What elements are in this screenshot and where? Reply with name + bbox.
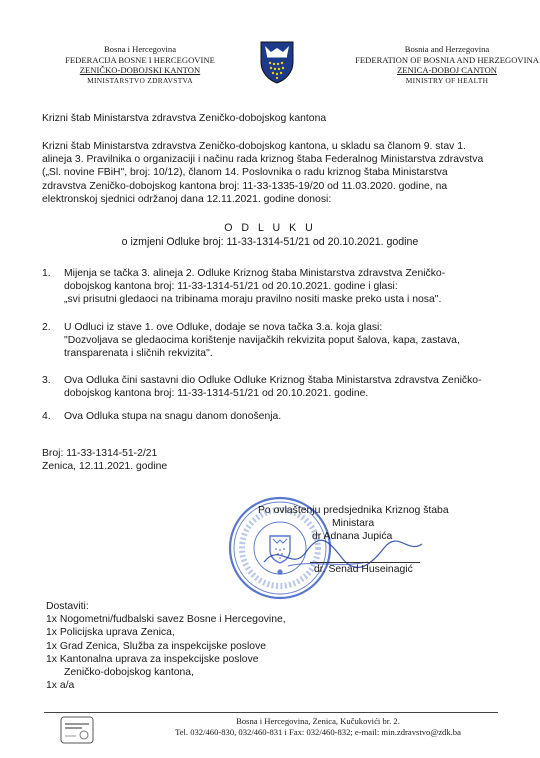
distribution-item: 1x Policijska uprava Zenica, <box>46 627 175 639</box>
header-right <box>352 44 540 86</box>
decision-item <box>42 410 512 423</box>
preamble-line: („Sl. novine FBiH", broj: 10/12), članom 14. Poslovnika o radu kriznog štaba Ministarstva <box>42 167 448 179</box>
distribution-item: 1x a/a <box>46 680 75 692</box>
header-left-country: Bosna i Hercegovina <box>103 44 177 54</box>
item-line: Ova Odluka stupa na snagu danom donošenja. <box>64 411 282 422</box>
preamble-line: zdravstva Zeničko-dobojskog kantona broj: 11-33-1335-19/20 od 11.03.2020. godine, na <box>42 180 448 192</box>
preamble-line: elektronskoj sjednici održanoj dana 12.11.2021. godine donosi: <box>42 193 332 205</box>
item-number: 2. <box>42 322 51 333</box>
header-left-ministry: MINISTARSTVO ZDRAVSTVA <box>87 75 193 85</box>
preamble-line: Krizni štab Ministarstva zdravstva Zeničko-dobojskog kantona, u skladu sa članom 9. stav 1. <box>42 141 466 152</box>
header-right-country: Bosnia and Herzegovina <box>404 44 490 54</box>
distribution-item: 1x Kantonalna uprava za inspekcijske poslove <box>46 653 259 665</box>
header-right-canton: ZENICA-DOBOJ CANTON <box>397 65 497 76</box>
signature-line <box>310 562 420 563</box>
item-line: dobojskog kantona broj: 11-33-1314-51/21 od 20.10.2021. godine i glasi: <box>64 281 398 293</box>
header-right-ministry: MINISTRY OF HEALTH <box>405 75 489 85</box>
item-number: 3. <box>42 375 51 386</box>
decision-item <box>42 321 512 361</box>
item-number: 4. <box>42 411 51 422</box>
coat-of-arms-icon <box>258 40 296 84</box>
addressee: Krizni štab Ministarstva zdravstva Zeničko-dobojskog kantona <box>42 113 327 124</box>
distribution-title: Dostaviti: <box>46 601 89 612</box>
footer-address: Bosna i Hercegovina, Zenica, Kučukovići br. 2. <box>236 716 400 726</box>
header-left-federation: FEDERACIJA BOSNE I HERCEGOVINE <box>65 54 215 65</box>
footer-divider <box>44 712 498 713</box>
item-line: U Odluci iz stave 1. ove Odluke, dodaje se nova tačka 3.a. koja glasi: <box>64 322 383 333</box>
distribution-item: 1x Grad Zenica, Služba za inspekcijske poslove <box>46 640 267 652</box>
footer <box>118 716 518 738</box>
signatory-title: Ministara <box>332 518 375 529</box>
distribution-list <box>46 600 514 692</box>
preamble-line: alineja 3. Pravilnika o organizaciji i načinu rada kriznog štaba Federalnog Ministarstva zdravstva <box>42 154 484 166</box>
header-left-canton: ZENIČKO-DOBOJSKI KANTON <box>79 65 201 76</box>
item-line: „svi prisutni gledaoci na tribinama moraju pravilno nositi maske preko usta i nosa". <box>64 294 442 306</box>
reference-place-date: Zenica, 12.11.2021. godine <box>42 461 168 473</box>
item-line: transparenata i sličnih rekvizita". <box>64 348 213 360</box>
item-line: "Dozvoljava se gledaocima korištenje navijačkih rekvizita poput šalova, kapa, zastava, <box>64 335 460 347</box>
header-left <box>38 44 242 86</box>
distribution-item: 1x Nogometni/fudbalski savez Bosne i Hercegovine, <box>46 614 286 626</box>
item-line: Ova Odluka čini sastavni dio Odluke Odluke Kriznog štaba Ministarstva zdravstva Zeničko- <box>64 375 482 386</box>
item-number: 1. <box>42 268 51 279</box>
tuv-certification-icon <box>60 716 94 744</box>
distribution-item: Zeničko-dobojskog kantona, <box>64 667 194 679</box>
item-line: Mijenja se tačka 3. alineja 2. Odluke Kriznog štaba Ministarstva zdravstva Zeničko- <box>64 268 446 279</box>
item-line: dobojskog kantona broj: 11-33-1314-51/21 od 20.10.2021. godine. <box>64 388 369 400</box>
signatory-name: dr. Senad Huseinagić <box>314 564 413 575</box>
decision-item <box>42 267 512 307</box>
decision-subtitle: o izmjeni Odluke broj: 11-33-1314-51/21 od 20.10.2021. godine <box>121 236 419 248</box>
signatory-block <box>258 504 498 543</box>
header-right-federation: FEDERATION OF BOSNIA AND HERZEGOVINA <box>355 54 539 65</box>
preamble <box>42 140 510 206</box>
decision-title: O D L U K U <box>224 222 316 234</box>
footer-contact: Tel. 032/460-830, 032/460-831 i Fax: 032/460-832; e-mail: min.zdravstvo@zdk.ba <box>175 727 461 738</box>
decision-item <box>42 374 512 400</box>
reference-number: Broj: 11-33-1314-51-2/21 <box>42 448 158 459</box>
signatory-authority: Po ovlaštenju predsjednika Kriznog štaba <box>258 505 449 516</box>
signatory-minister: dr Adnana Jupića <box>312 531 393 542</box>
reference <box>42 447 510 473</box>
